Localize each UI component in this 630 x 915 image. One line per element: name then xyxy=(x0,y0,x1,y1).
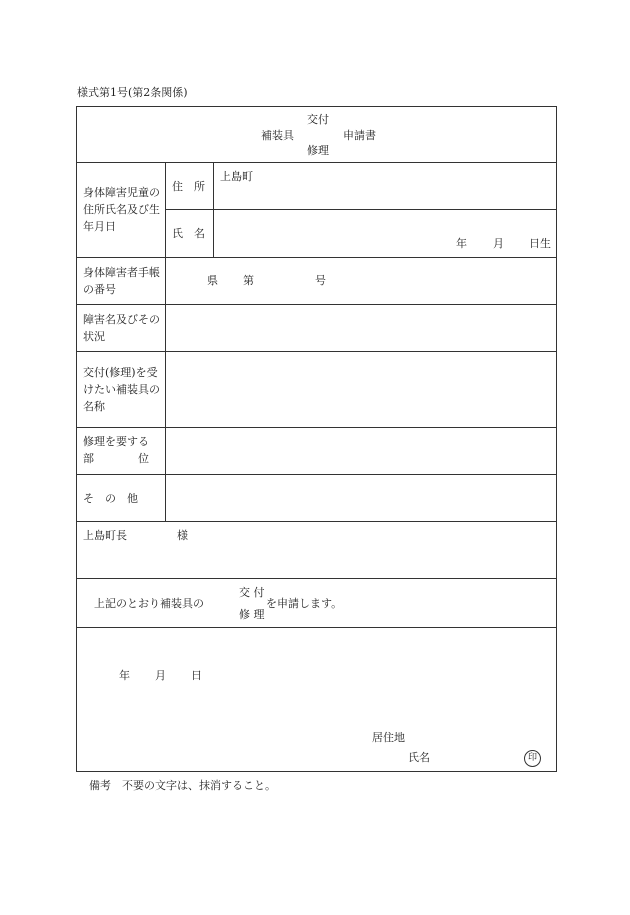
handbook-number-label: 身体障害者手帳の番号 xyxy=(83,266,160,296)
table-border-right xyxy=(556,106,557,772)
signer-name-label: 氏名 xyxy=(408,751,430,764)
row-line-2 xyxy=(76,257,557,258)
row-line-6 xyxy=(76,474,557,475)
statement-prefix: 上記のとおり補装具の xyxy=(94,597,204,610)
statement-option-kofu: 交 付 xyxy=(239,586,265,599)
col-line-label xyxy=(165,162,166,521)
mayor-label: 上島町長 xyxy=(83,529,127,542)
applicant-section-label: 身体障害児童の住所氏名及び生年月日 xyxy=(83,186,160,233)
address-value: 上島町 xyxy=(220,170,253,183)
handbook-prefecture: 県 xyxy=(207,274,218,287)
title-shinseisho: 申請書 xyxy=(343,129,376,142)
seal-mark-icon: 印 xyxy=(524,750,541,767)
table-border-bottom xyxy=(76,771,557,772)
date-month: 月 xyxy=(155,669,166,682)
repair-part-label-top: 修理を要する xyxy=(83,435,149,448)
title-option-shuri: 修理 xyxy=(307,144,329,157)
handbook-go: 号 xyxy=(315,274,326,287)
handbook-dai: 第 xyxy=(243,274,254,287)
statement-option-shuri: 修 理 xyxy=(239,608,265,621)
row-line-7 xyxy=(76,521,557,522)
col-line-sublabel xyxy=(213,162,214,257)
name-label: 氏 名 xyxy=(172,227,205,240)
form-number-label: 様式第1号(第2条関係) xyxy=(77,86,188,99)
date-year: 年 xyxy=(119,669,130,682)
row-line-1 xyxy=(76,162,557,163)
title-option-kofu: 交付 xyxy=(307,113,329,126)
disability-label: 障害名及びその状況 xyxy=(83,313,160,343)
remarks-note: 備考 不要の文字は、抹消すること。 xyxy=(89,779,276,792)
birth-day-label: 日生 xyxy=(529,237,551,250)
row-line-9 xyxy=(76,627,557,628)
address-label: 住 所 xyxy=(172,180,205,193)
row-line-3 xyxy=(76,304,557,305)
row-line-8 xyxy=(76,578,557,579)
title-hosogu: 補装具 xyxy=(261,129,294,142)
residence-label: 居住地 xyxy=(372,731,405,744)
date-day: 日 xyxy=(191,669,202,682)
birth-year-label: 年 xyxy=(456,237,467,250)
table-border-top xyxy=(76,106,557,107)
repair-part-label-bottom: 部 位 xyxy=(83,452,149,465)
table-border-left xyxy=(76,106,77,772)
row-line-5 xyxy=(76,427,557,428)
device-name-label: 交付(修理)を受けたい補装具の名称 xyxy=(83,366,160,413)
row-line-address xyxy=(165,209,557,210)
row-line-4 xyxy=(76,351,557,352)
birth-month-label: 月 xyxy=(493,237,504,250)
statement-suffix: を申請します。 xyxy=(266,597,343,610)
mayor-sama: 様 xyxy=(177,529,188,542)
other-label: そ の 他 xyxy=(83,492,138,505)
